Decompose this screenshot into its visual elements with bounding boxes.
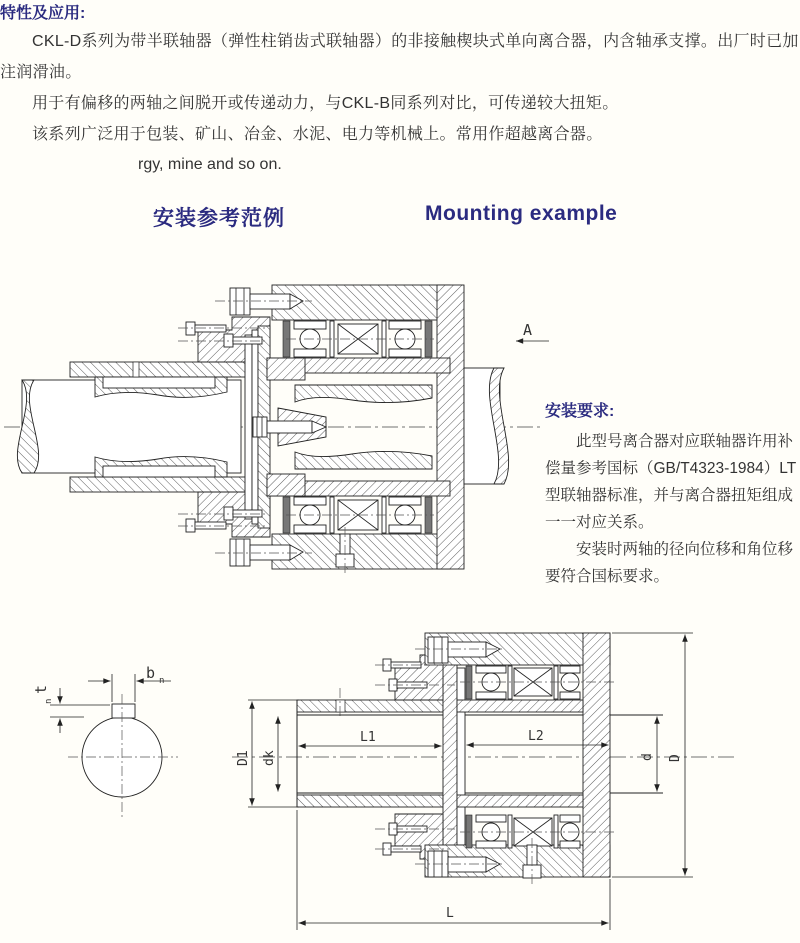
- features-paragraph-3: 该系列广泛用于包装、矿山、冶金、水泥、电力等机械上。常用作超越离合器。: [32, 126, 603, 143]
- install-requirements-title: 安装要求:: [545, 403, 615, 420]
- dim-label-L: L: [446, 906, 454, 921]
- install-requirements: [545, 400, 800, 590]
- mounting-example-drawing: [0, 250, 560, 610]
- features-section: [0, 2, 800, 150]
- english-text-fragment: rgy, mine and so on.: [138, 156, 282, 173]
- dim-label-bn-sub: n: [159, 676, 165, 686]
- features-title: 特性及应用:: [0, 5, 86, 22]
- dim-label-dk: dk: [262, 750, 277, 766]
- features-paragraph-2: 用于有偏移的两轴之间脱开或传递动力，与CKL-B同系列对比，可传递较大扭矩。: [32, 95, 619, 112]
- view-a-arrow: [516, 321, 549, 341]
- dim-label-L2: L2: [528, 729, 544, 744]
- shaft-cross-section: [68, 694, 178, 820]
- features-paragraph-1: CKL-D系列为带半联轴器（弹性柱销齿式联轴器）的非接触楔块式单向离合器，内含轴承支撑。出厂时已加注润滑油。: [0, 33, 799, 81]
- right-shaft: [464, 368, 509, 484]
- dimension-d: [640, 717, 657, 792]
- dim-label-L1: L1: [360, 730, 376, 745]
- dim-label-bn: b: [146, 664, 156, 682]
- dim-label-D: D: [668, 754, 683, 762]
- dim-label-tn: t: [32, 684, 50, 694]
- heading-mounting-example-en: Mounting example: [425, 202, 618, 225]
- bearing-row-bottom: [283, 497, 434, 533]
- dimension-dk: [262, 717, 278, 792]
- dim-label-tn-sub: n: [44, 698, 54, 704]
- install-requirements-paragraph-1: 此型号离合器对应联轴器许用补偿量参考国标（GB/T4323-1984）LT型联轴器标准，并与离合器扭矩组成一一对应关系。: [545, 433, 797, 531]
- heading-mounting-example-zh: 安装参考范例: [153, 207, 285, 230]
- dimension-drawing: [0, 613, 800, 943]
- install-requirements-paragraph-2: 安装时两轴的径向位移和角位移要符合国标要求。: [545, 541, 794, 585]
- bearing-row-top: [283, 321, 434, 357]
- dimension-L1: [299, 730, 442, 746]
- dim-label-d: d: [640, 753, 655, 761]
- dim-label-D1: D1: [236, 750, 251, 766]
- view-a-label: A: [523, 321, 533, 339]
